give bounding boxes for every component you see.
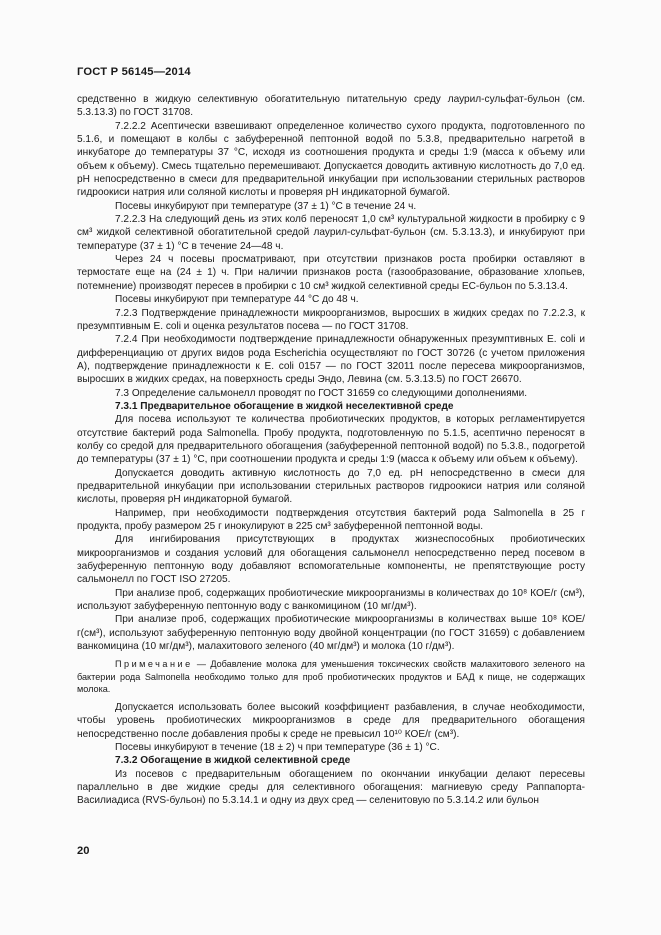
paragraph: Например, при необходимости подтверждения отсутствия бактерий рода Salmonella в 25 г продукта, пробу размером 25 г инокулируют в 225 см³ забуференной пептонной воды. [77, 507, 585, 532]
paragraph: Посевы инкубируют в течение (18 ± 2) ч при температуре (36 ± 1) °С. [115, 742, 440, 754]
paragraph: 7.2.2.2 Асептически взвешивают определенное количество сухого продукта, подготовленного по 5.1.6, и помещают в колбы с забуференной пептонной водой по 5.3.8, предварительно нагретой в инкубаторе до температуры 37 °С, исходя из соотношения продукта и среды 1:9 (масса к объему или объем к объему). Смесь тщательно перемешивают. Допускается доводить активную кислотность до 7,0 ед. рН непосредственно в смеси для предварительной инкубации при использовании стерильных растворов гидроокиси натрия или соляной кислоты и проверяя рН индикаторной бумагой. [77, 120, 585, 199]
paragraph: 7.2.3 Подтверждение принадлежности микроорганизмов, выросших в жидких средах по 7.2.2.3, к презумптивным E. coli и оценка результатов посева — по ГОСТ 31708. [77, 307, 585, 332]
paragraph: средственно в жидкую селективную обогатительную питательную среду лаурил-сульфат-бульон (см. 5.3.13.3) по ГОСТ 31708. [77, 94, 585, 119]
note-text: Добавление молока для уменьшения токсических свойств малахитового зеленого на бактерии рода Salmonella необходимо только для проб пробиотических продуктов и БАД к пище, не содержащих молока. [77, 659, 585, 694]
paragraph: При анализе проб, содержащих пробиотические микроорганизмы в количествах до 10⁸ КОЕ/г (см³), используют забуференную пептонную воду с ванкомицином (10 мг/дм³). [77, 587, 585, 613]
paragraph: Для ингибирования присутствующих в продуктах жизнеспособных пробиотических микроорганизмов и создания условий для обогащения сальмонелл непосредственно перед посевом в забуференную пептонную воду добавляют вспомогательные компоненты, не препятствующие росту сальмонелл по ГОСТ ISO 27205. [77, 534, 585, 586]
note-label: Примечание [115, 659, 193, 670]
paragraph: Для посева используют те количества пробиотических продуктов, в которых регламентируется отсутствие бактерий рода Salmonella. Пробу продукта, подготовленную по 5.1.5, асептично переносят в колбу со средой для предварительного обогащения (забуференной пептонной водой) по 5.3.8., подогретой до температуры (37 ± 1) °С, при соотношении продукта и среды 1:9 (масса к объему или объем к объему). [77, 414, 585, 466]
paragraph: При анализе проб, содержащих пробиотические микроорганизмы в количествах выше 10⁸ КОЕ/г(см³), используют забуференную пептонную воду двойной концентрации (по ГОСТ 31659) с добавлением ванкомицина (10 мг/дм³), малахитового зеленого (40 мг/дм³) и молока (10 г/дм³). [77, 614, 585, 653]
paragraph: Допускается доводить активную кислотность до 7,0 ед. рН непосредственно в смеси для предварительной инкубации при использовании стерильных растворов гидроокиси натрия или соляной кислоты, проверяя рН индикаторной бумагой. [77, 467, 585, 506]
paragraph: Посевы инкубируют при температуре 44 °С до 48 ч. [115, 294, 359, 306]
paragraph: Посевы инкубируют при температуре (37 ± 1) °С в течение 24 ч. [115, 200, 417, 212]
note: Примечание — Добавление молока для уменьшения токсических свойств малахитового зеленого на бактерии рода Salmonella необходимо только для проб пробиотических продуктов и БАД к пище, не содержащих молока. [77, 659, 585, 694]
section-heading: 7.3.1 Предварительное обогащение в жидкой неселективной среде [115, 400, 454, 412]
paragraph: Через 24 ч посевы просматривают, при отсутствии признаков роста пробирки оставляют в термостате еще на (24 ± 1) ч. При наличии признаков роста (газообразование, образование хлопьев, потемнение) производят пересев в пробирки с 10 см³ жидкой селективной среды ЕС-бульон по 5.3.13.4. [77, 254, 585, 292]
paragraph: 7.3 Определение сальмонелл проводят по ГОСТ 31659 со следующими дополнениями. [115, 387, 528, 399]
section-heading: 7.3.2 Обогащение в жидкой селективной среде [115, 755, 351, 767]
paragraph: 7.2.4 При необходимости подтверждение принадлежности обнаруженных презумптивных E. coli и дифференциацию от других видов рода Escherichia осуществляют по ГОСТ 30726 (с учетом приложения А), подтверждение принадлежности к E. coli 0157 — по ГОСТ 32011 после пересева микроорганизмов, выросших в жидких средах, на поверхность среды Эндо, Левина (см. 5.3.13.5) по ГОСТ 26670. [77, 334, 585, 386]
paragraph: Из посевов с предварительным обогащением по окончании инкубации делают пересевы параллельно в две жидкие среды для селективного обогащения: магниевую среду Раппапорта-Василиадиса (RVS-бульон) по 5.3.14.1 и одну из двух сред — селенитовую по 5.3.14.2 или бульон [77, 768, 585, 807]
paragraph: 7.2.2.3 На следующий день из этих колб переносят 1,0 см³ культуральной жидкости в пробирку с 9 см³ жидкой селективной обогатительной средой лаурил-сульфат-бульон (см. 5.3.13.3), и инкубируют при температуре (37 ± 1) °С в течение 24—48 ч. [77, 214, 585, 252]
paragraph: Допускается использовать более высокий коэффициент разбавления, в случае необходимости, чтобы уровень пробиотических микроорганизмов в среде для предварительного обогащения непосредственно после добавления пробы к среде не превысил 10¹⁰ КОЕ/г (см³). [77, 702, 585, 740]
page-number: 20 [77, 845, 90, 857]
document-body [77, 93, 585, 808]
document-header: ГОСТ Р 56145—2014 [77, 66, 191, 78]
